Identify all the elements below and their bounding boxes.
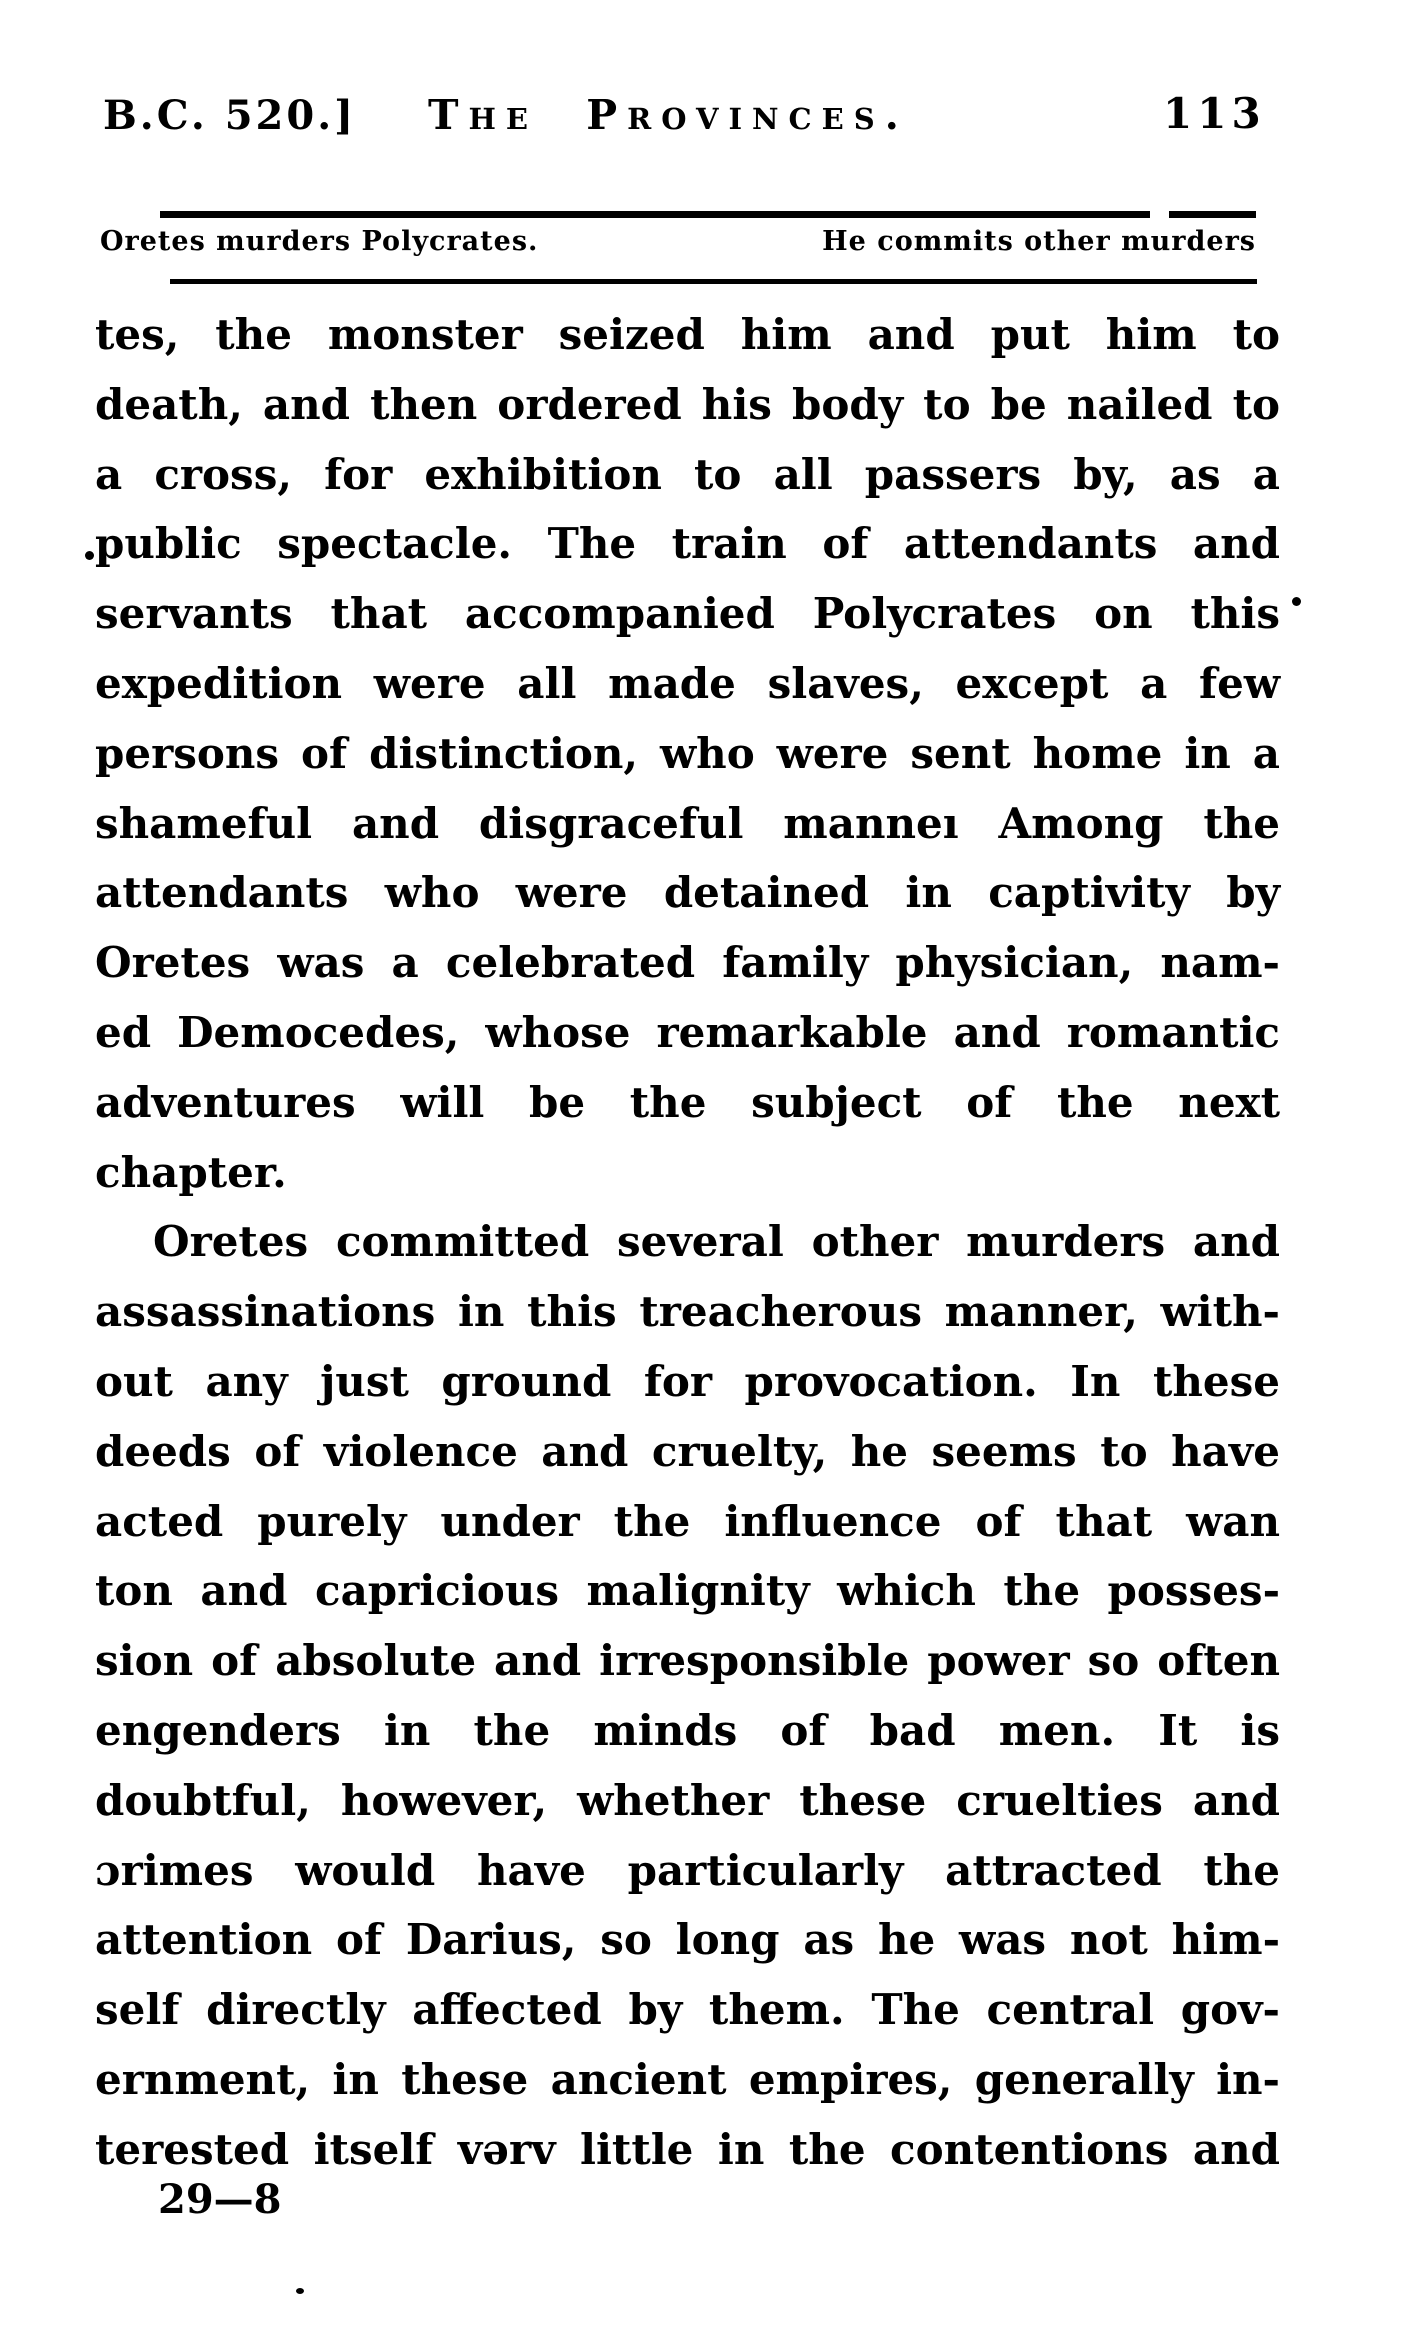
- text-line: death, and then ordered his body to be nailed to: [95, 379, 1280, 429]
- text-line: ed Democedes, whose remarkable and romantic: [95, 1007, 1280, 1057]
- running-head-right: He commits other murders: [822, 226, 1256, 257]
- text-line: shameful and disgraceful manneı Among the: [95, 798, 1280, 848]
- page-title: The Provinces.: [428, 91, 909, 139]
- text-line: deeds of violence and cruelty, he seems to have: [95, 1426, 1280, 1476]
- top-rule-gap: [1150, 210, 1169, 219]
- text-line: self directly affected by them. The central gov-: [95, 1985, 1280, 2035]
- text-line: ernment, in these ancient empires, generally in-: [95, 2054, 1280, 2104]
- text-line: acted purely under the influence of that wan: [95, 1496, 1280, 1546]
- text-line: adventures will be the subject of the next: [95, 1077, 1280, 1127]
- text-line: Oretes committed several other murders and: [153, 1217, 1280, 1267]
- text-line: assassinations in this treacherous manner, with-: [95, 1287, 1280, 1337]
- footer-signature: 29—8: [158, 2176, 282, 2223]
- running-head-left: Oretes murders Polycrates.: [100, 226, 539, 257]
- text-line: Oretes was a celebrated family physician, nam-: [95, 938, 1280, 988]
- text-line: persons of distinction, who were sent home in a: [95, 728, 1280, 778]
- text-line: doubtful, however, whether these cruelties and: [95, 1775, 1280, 1825]
- text-line: expedition were all made slaves, except a few: [95, 658, 1280, 708]
- text-line: out any just ground for provocation. In these: [95, 1356, 1280, 1406]
- text-line: a cross, for exhibition to all passers by, as a: [95, 449, 1280, 499]
- bottom-rule: [170, 279, 1257, 284]
- body-text: [95, 300, 1280, 2185]
- text-line: engenders in the minds of bad men. It is: [95, 1705, 1280, 1755]
- text-line: attendants who were detained in captivity by: [95, 868, 1280, 918]
- header-era-label: B.C. 520.]: [103, 92, 357, 139]
- text-line: public spectacle. The train of attendants and: [95, 519, 1280, 569]
- text-line: sion of absolute and irresponsible power so often: [95, 1636, 1280, 1686]
- ink-speck: [296, 2288, 304, 2294]
- text-line: terested itself vərv little in the contentions and: [95, 2124, 1280, 2174]
- page-number: 113: [1163, 89, 1266, 138]
- text-line: ɔrimes would have particularly attracted the: [95, 1845, 1280, 1895]
- ink-speck: [85, 551, 94, 560]
- text-line: servants that accompanied Polycrates on this: [95, 589, 1280, 639]
- text-line: chapter.: [95, 1147, 287, 1197]
- text-line: attention of Darius, so long as he was not him-: [95, 1915, 1280, 1965]
- top-rule: [160, 211, 1256, 218]
- ink-speck: [1292, 597, 1301, 606]
- text-line: tes, the monster seized him and put him to: [95, 310, 1280, 359]
- text-line: ton and capricious malignity which the posses-: [95, 1566, 1280, 1616]
